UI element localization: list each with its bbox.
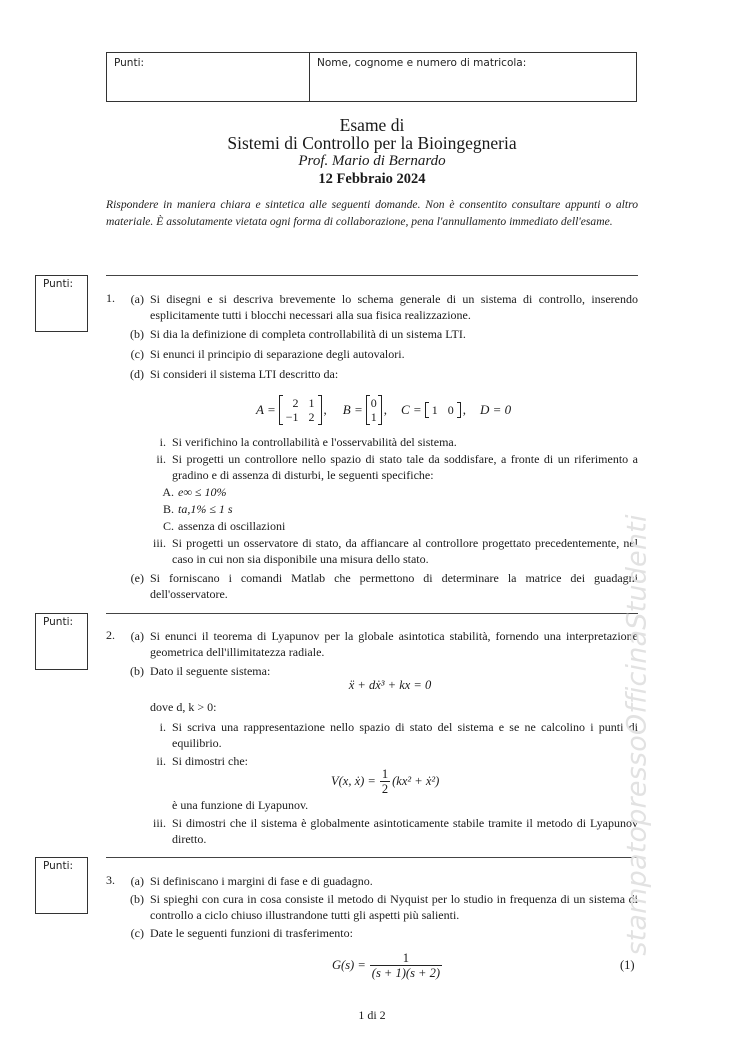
matrix-c — [425, 402, 461, 418]
subpart-label: i. — [159, 435, 166, 449]
matrix-entry: 1 — [308, 396, 315, 410]
matrix-entry: 1 — [431, 403, 438, 417]
equation-rhs: (kx² + ẋ²) — [392, 773, 440, 788]
punti-cell: Punti: — [107, 53, 310, 101]
part-text: Si consideri il sistema LTI descritto da: — [150, 367, 339, 381]
part-label: (a) — [130, 292, 144, 306]
punti-label: Punti: — [43, 860, 74, 872]
transfer-function — [332, 947, 444, 983]
punti-label: Punti: — [43, 278, 74, 290]
question-divider — [106, 613, 638, 614]
part-label: (b) — [130, 327, 144, 341]
subpart-text: Si dimostri che: — [172, 754, 248, 768]
instructions: Rispondere in maniera chiara e sintetica alle seguenti domande. Non è consentito consultare appunti o altro materiale. È assolutamente vietata ogni forma di collaborazione, pena l'annullamento immediato dell'esame. — [106, 198, 638, 228]
student-name-cell: Nome, cognome e numero di matricola: — [317, 57, 527, 69]
part-label: (a) — [130, 874, 144, 888]
matrix-d: D = 0 — [479, 402, 512, 417]
part-label: (b) — [130, 664, 144, 678]
title-block — [0, 116, 744, 188]
part-text: Si enunci il principio di separazione degli autovalori. — [150, 347, 405, 361]
subpart-text: Si dimostri che il sistema è globalmente asintoticamente stabile tramite il metodo di Lyapunov diretto. — [172, 816, 638, 846]
professor-name: Prof. Mario di Bernardo — [298, 153, 446, 169]
matrix-entry: 1 — [370, 410, 377, 424]
part-label: (a) — [130, 629, 144, 643]
state-space-matrices: A = 2 1 −1 2 , B = 0 1 , C = 1 0 , D = 0 — [256, 396, 512, 424]
subpart-label: ii. — [156, 452, 166, 466]
equation-lhs: G(s) = — [332, 957, 366, 972]
matrix-entry: 0 — [447, 403, 454, 417]
part-text: Date le seguenti funzioni di trasferimento: — [150, 926, 353, 940]
part-label: (e) — [130, 571, 144, 585]
exam-heading: Esame di — [339, 115, 405, 135]
matrix-a — [279, 395, 322, 425]
condition-text: dove d, k > 0: — [150, 700, 217, 714]
matrix-b — [366, 395, 382, 425]
exam-date: 12 Febbraio 2024 — [318, 171, 426, 187]
subpart-label: iii. — [152, 536, 166, 550]
question-divider — [106, 275, 638, 276]
subpart-text: Si progetti un controllore nello spazio di stato tale da soddisfare, a fronte di un riferimento a gradino e di assenza di disturbi, le seguenti specifiche: — [172, 452, 638, 482]
part-text: Si disegni e si descriva brevemente lo schema generale di un sistema di controllo, inserendo esplicitamente tutti i blocchi necessari alla sua fisica realizzazione. — [150, 292, 638, 322]
punti-box-q2 — [35, 613, 88, 670]
watermark: stampatopressoOfficinaStudenti — [621, 514, 653, 956]
matrix-entry: 2 — [308, 410, 315, 424]
equation-lhs: V(x, ẋ) = — [331, 773, 376, 788]
part-text: Si forniscano i comandi Matlab che permettono di determinare la matrice dei guadagni dell'osservatore. — [150, 571, 638, 601]
fraction-denominator: 2 — [381, 781, 389, 796]
matrix-a-label: A = — [256, 402, 276, 417]
fraction — [370, 951, 442, 980]
subpart-label: i. — [159, 720, 166, 734]
part-label: (c) — [130, 926, 144, 940]
page-number: 1 di 2 — [358, 1008, 386, 1022]
equation-number: (1) — [620, 958, 635, 972]
matrix-entry: 0 — [370, 396, 377, 410]
part-text: Si definiscano i margini di fase e di guadagno. — [150, 874, 373, 888]
part-label: (c) — [130, 347, 144, 361]
matrix-c-label: C = — [400, 402, 422, 417]
header-table — [106, 52, 637, 102]
subpart-text: Si scriva una rappresentazione nello spazio di stato del sistema e se ne calcolino i punti di equilibrio. — [172, 720, 638, 750]
course-title: Sistemi di Controllo per la Bioingegneria — [227, 133, 517, 153]
subpart-text: Si verifichino la controllabilità e l'osservabilità del sistema. — [172, 435, 457, 449]
lyapunov-function — [331, 764, 439, 798]
subpart-followup: è una funzione di Lyapunov. — [172, 798, 309, 812]
matrix-entry: −1 — [285, 410, 299, 424]
system-equation: ẍ + dẋ³ + kx = 0 — [348, 678, 432, 692]
fraction-numerator: 1 — [402, 950, 410, 965]
punti-box-q1 — [35, 275, 88, 332]
punti-label: Punti: — [43, 616, 74, 628]
question-number: 1. — [106, 291, 115, 305]
part-text: Si spieghi con cura in cosa consiste il metodo di Nyquist per lo studio in frequenza di un sistema di controllo a ciclo chiuso illustrandone tutti gli aspetti più salienti. — [150, 892, 638, 922]
question-number: 3. — [106, 873, 115, 887]
subpart-label: iii. — [152, 816, 166, 830]
question-number: 2. — [106, 628, 115, 642]
fraction-denominator: (s + 1)(s + 2) — [371, 965, 441, 980]
spec-text: assenza di oscillazioni — [178, 519, 286, 533]
spec-label: A. — [162, 485, 174, 499]
part-label: (b) — [130, 892, 144, 906]
fraction — [380, 767, 390, 796]
part-label: (d) — [130, 367, 144, 381]
question-divider — [106, 857, 638, 858]
matrix-entry: 2 — [292, 396, 299, 410]
spec-label: C. — [162, 519, 174, 533]
spec-label: B. — [162, 502, 174, 516]
part-text: Si enunci il teorema di Lyapunov per la globale asintotica stabilità, fornendo una interpretazione geometrica dell'illimitatezza radiale. — [150, 629, 638, 659]
punti-box-q3 — [35, 857, 88, 914]
spec-text: ta,1% ≤ 1 s — [178, 502, 233, 516]
part-text: Si dia la definizione di completa controllabilità di un sistema LTI. — [150, 327, 466, 341]
part-text: Dato il seguente sistema: — [150, 664, 271, 678]
spec-text: e∞ ≤ 10% — [178, 485, 227, 499]
matrix-b-label: B = — [342, 402, 363, 417]
subpart-label: ii. — [156, 754, 166, 768]
fraction-numerator: 1 — [381, 766, 389, 781]
subpart-text: Si progetti un osservatore di stato, da affiancare al controllore progettato precedentemente, nel caso in cui non sia disponibile una misura dello stato. — [172, 536, 638, 566]
